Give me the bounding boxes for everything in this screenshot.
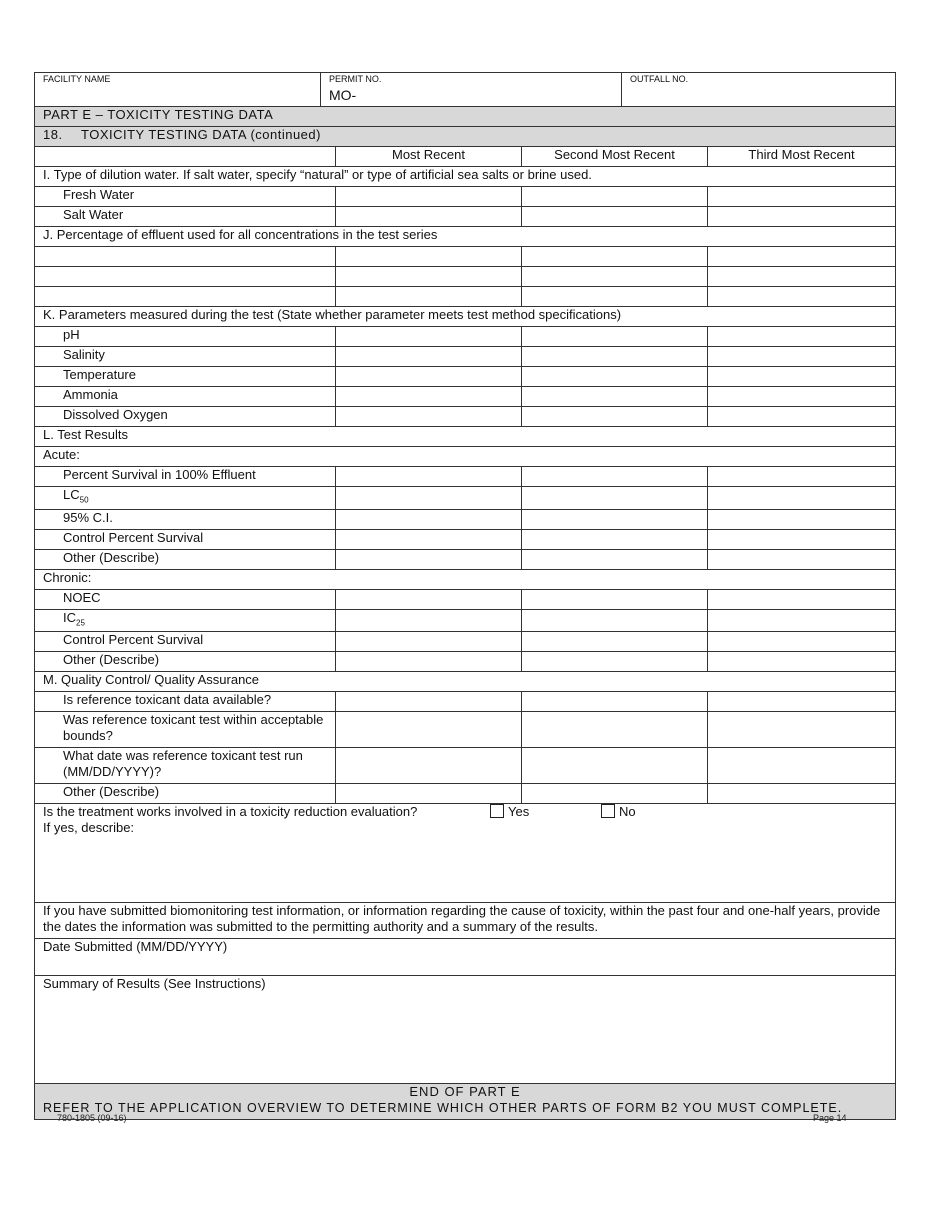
data-entry-cell[interactable] (522, 632, 708, 652)
section-k-title: K. Parameters measured during the test (State whether parameter meets test method specifications) (35, 307, 896, 327)
form-row (35, 549, 896, 569)
form-row (35, 1084, 896, 1120)
form-row (35, 207, 896, 227)
column-header: Second Most Recent (522, 147, 708, 167)
form-row (35, 367, 896, 387)
data-entry-cell[interactable] (522, 487, 708, 510)
form-row (35, 609, 896, 632)
data-entry-cell[interactable] (336, 407, 522, 427)
tre-no-option[interactable] (601, 804, 636, 819)
data-entry-cell[interactable] (522, 407, 708, 427)
row-label-text: Temperature (63, 367, 136, 382)
row-label-text: Ammonia (63, 387, 118, 402)
data-entry-cell[interactable] (336, 487, 522, 510)
chronic-result-row (35, 589, 336, 609)
qa-row (35, 748, 336, 784)
data-entry-cell[interactable] (522, 549, 708, 569)
dilution-water-row (35, 207, 336, 227)
data-entry-cell[interactable] (522, 712, 708, 748)
row-label-text: pH (63, 327, 80, 342)
data-entry-cell[interactable] (522, 692, 708, 712)
column-header-blank (35, 147, 336, 167)
tre-section (35, 804, 896, 903)
summary-of-results-field[interactable]: Summary of Results (See Instructions) (35, 976, 896, 1084)
data-entry-cell[interactable] (336, 267, 522, 287)
data-entry-cell[interactable] (336, 247, 522, 267)
acute-label: Acute: (35, 447, 896, 467)
row-label-text: Other (Describe) (63, 784, 160, 800)
tre-describe-label: If yes, describe: (43, 820, 135, 836)
end-of-part-banner (35, 1084, 896, 1120)
data-entry-cell[interactable] (522, 784, 708, 804)
data-entry-cell[interactable] (336, 712, 522, 748)
qa-row (35, 692, 336, 712)
data-entry-cell[interactable] (522, 267, 708, 287)
section-number: 18. (43, 127, 63, 142)
form-row (35, 712, 896, 748)
data-entry-cell[interactable] (522, 467, 708, 487)
data-entry-cell[interactable] (708, 387, 896, 407)
permit-no-value[interactable]: MO- (329, 87, 357, 103)
form-row (35, 147, 896, 167)
permit-no-field[interactable] (321, 73, 622, 107)
tre-no-checkbox[interactable] (601, 804, 615, 818)
form-row (35, 804, 896, 903)
row-label-text: Control Percent Survival (63, 632, 204, 648)
tre-yes-label: Yes (508, 804, 530, 820)
data-entry-cell[interactable] (522, 652, 708, 672)
section-title-text: TOXICITY TESTING DATA (continued) (81, 127, 321, 142)
facility-name-label: FACILITY NAME (43, 74, 111, 84)
form-row (35, 569, 896, 589)
section-title (35, 127, 896, 147)
row-label-text: Other (Describe) (63, 652, 160, 668)
row-label-text: IC (63, 609, 76, 625)
chronic-label: Chronic: (35, 569, 896, 589)
data-entry-cell[interactable] (708, 692, 896, 712)
data-entry-cell[interactable] (336, 367, 522, 387)
permit-no-label: PERMIT NO. (329, 74, 382, 84)
page-number: Page 14 (813, 1113, 847, 1123)
form-row (35, 529, 896, 549)
form-row (35, 632, 896, 652)
data-entry-cell[interactable] (708, 327, 896, 347)
row-label-text: LC (63, 487, 80, 502)
data-entry-cell[interactable] (336, 187, 522, 207)
form-row (35, 652, 896, 672)
data-entry-cell[interactable] (708, 712, 896, 748)
form-row (35, 467, 896, 487)
data-entry-cell[interactable] (522, 367, 708, 387)
parameter-row (35, 387, 336, 407)
data-entry-cell[interactable] (522, 247, 708, 267)
form-row (35, 327, 896, 347)
form-row (35, 784, 896, 804)
qa-row (35, 712, 336, 748)
form-row (35, 167, 896, 187)
data-entry-cell[interactable] (708, 367, 896, 387)
data-entry-cell[interactable] (336, 467, 522, 487)
data-entry-cell[interactable] (522, 589, 708, 609)
chronic-result-row (35, 652, 336, 672)
form-row (35, 187, 896, 207)
data-entry-cell[interactable] (336, 287, 522, 307)
form-row (35, 287, 896, 307)
data-entry-cell[interactable] (336, 529, 522, 549)
dilution-water-row (35, 187, 336, 207)
data-entry-cell[interactable] (336, 692, 522, 712)
data-entry-cell[interactable] (336, 327, 522, 347)
form-row (35, 407, 896, 427)
data-entry-cell[interactable] (708, 748, 896, 784)
data-entry-cell[interactable] (708, 407, 896, 427)
form-row (35, 976, 896, 1084)
data-entry-cell[interactable] (522, 748, 708, 784)
qa-row (35, 784, 336, 804)
data-entry-cell[interactable] (336, 652, 522, 672)
parameter-row (35, 327, 336, 347)
acute-result-row (35, 509, 336, 529)
form-row (35, 509, 896, 529)
tre-yes-option[interactable] (490, 804, 601, 820)
form-row (35, 347, 896, 367)
row-label-text: Other (Describe) (63, 549, 160, 565)
form-row (35, 939, 896, 976)
row-label-text: 95% C.I. (63, 509, 113, 525)
form-row (35, 387, 896, 407)
data-entry-cell[interactable] (522, 287, 708, 307)
acute-result-row (35, 487, 336, 510)
data-entry-cell[interactable] (708, 609, 896, 632)
data-entry-cell[interactable] (522, 387, 708, 407)
data-entry-cell[interactable] (336, 784, 522, 804)
data-entry-cell[interactable] (708, 529, 896, 549)
chronic-result-row (35, 632, 336, 652)
form-row (35, 903, 896, 939)
row-label-text: What date was reference toxicant test run (MM/DD/YYYY)? (63, 748, 303, 780)
data-entry-cell[interactable] (708, 347, 896, 367)
data-entry-cell[interactable] (708, 632, 896, 652)
form-row (35, 692, 896, 712)
data-entry-cell[interactable] (336, 632, 522, 652)
chronic-result-row (35, 609, 336, 632)
data-entry-cell[interactable] (336, 207, 522, 227)
effluent-concentration-cell[interactable] (35, 247, 336, 267)
form-row (35, 487, 896, 510)
effluent-concentration-cell[interactable] (35, 287, 336, 307)
effluent-concentration-cell[interactable] (35, 267, 336, 287)
data-entry-cell[interactable] (708, 589, 896, 609)
tre-question-line (43, 804, 887, 820)
parameter-row (35, 367, 336, 387)
section-j-title: J. Percentage of effluent used for all concentrations in the test series (35, 227, 896, 247)
tre-no-label: No (619, 804, 636, 820)
section-l-title: L. Test Results (35, 427, 896, 447)
data-entry-cell[interactable] (708, 247, 896, 267)
data-entry-cell[interactable] (336, 509, 522, 529)
data-entry-cell[interactable] (522, 609, 708, 632)
data-entry-cell[interactable] (708, 187, 896, 207)
form-row (35, 267, 896, 287)
row-label-text: Is reference toxicant data available? (63, 692, 272, 708)
facility-name-field[interactable] (35, 73, 321, 107)
data-entry-cell[interactable] (522, 509, 708, 529)
form-row (35, 227, 896, 247)
toxicity-data-grid (34, 106, 896, 1120)
row-label-text: Percent Survival in 100% Effluent (63, 467, 256, 482)
column-header: Third Most Recent (708, 147, 896, 167)
data-entry-cell[interactable] (522, 347, 708, 367)
form-row (35, 589, 896, 609)
data-entry-cell[interactable] (522, 207, 708, 227)
row-label-text: Dissolved Oxygen (63, 407, 168, 422)
form-row (35, 107, 896, 127)
form-row (35, 427, 896, 447)
row-label-text: Salt Water (63, 207, 124, 222)
form-row (35, 307, 896, 327)
data-entry-cell[interactable] (708, 467, 896, 487)
date-submitted-field[interactable]: Date Submitted (MM/DD/YYYY) (35, 939, 896, 976)
data-entry-cell[interactable] (708, 287, 896, 307)
column-header: Most Recent (336, 147, 522, 167)
data-entry-cell[interactable] (708, 487, 896, 510)
data-entry-cell[interactable] (708, 652, 896, 672)
data-entry-cell[interactable] (522, 529, 708, 549)
section-i-title: I. Type of dilution water. If salt water, specify “natural” or type of artificial sea salts or brine used. (35, 167, 896, 187)
tre-yes-checkbox[interactable] (490, 804, 504, 818)
end-of-part-instruction: REFER TO THE APPLICATION OVERVIEW TO DETERMINE WHICH OTHER PARTS OF FORM B2 YOU MUST COMPLETE. (43, 1101, 843, 1116)
parameter-row (35, 407, 336, 427)
end-of-part-title: END OF PART E (409, 1084, 521, 1100)
row-label-text: Fresh Water (63, 187, 135, 202)
data-entry-cell[interactable] (336, 748, 522, 784)
data-entry-cell[interactable] (336, 609, 522, 632)
acute-result-row (35, 549, 336, 569)
outfall-no-label: OUTFALL NO. (630, 74, 689, 84)
acute-result-row (35, 529, 336, 549)
form-number: 780-1805 (09-16) (57, 1113, 127, 1123)
data-entry-cell[interactable] (336, 387, 522, 407)
row-label-text: NOEC (63, 589, 101, 605)
form-row (35, 748, 896, 784)
acute-result-row (35, 467, 336, 487)
data-entry-cell[interactable] (708, 207, 896, 227)
parameter-row (35, 347, 336, 367)
part-title: PART E – TOXICITY TESTING DATA (35, 107, 896, 127)
data-entry-cell[interactable] (336, 589, 522, 609)
form-row (35, 127, 896, 147)
data-entry-cell[interactable] (336, 549, 522, 569)
row-label-subscript: 25 (76, 618, 85, 628)
row-label-text: Control Percent Survival (63, 529, 204, 545)
data-entry-cell[interactable] (522, 187, 708, 207)
form-row (35, 447, 896, 467)
toxicity-form-table (34, 72, 896, 107)
data-entry-cell[interactable] (708, 784, 896, 804)
form-row (35, 247, 896, 267)
row-label-subscript: 50 (79, 495, 89, 505)
row-label-text: Was reference toxicant test within acceptable bounds? (63, 712, 324, 744)
data-entry-cell[interactable] (708, 549, 896, 569)
form-row (35, 672, 896, 692)
data-entry-cell[interactable] (522, 327, 708, 347)
row-label-text: Salinity (63, 347, 105, 362)
section-m-title: M. Quality Control/ Quality Assurance (35, 672, 896, 692)
data-entry-cell[interactable] (708, 267, 896, 287)
tre-question: Is the treatment works involved in a toxicity reduction evaluation? (43, 804, 418, 820)
data-entry-cell[interactable] (708, 509, 896, 529)
outfall-no-field[interactable] (622, 73, 896, 107)
data-entry-cell[interactable] (336, 347, 522, 367)
biomonitoring-instructions: If you have submitted biomonitoring test information, or information regarding the cause of toxicity, within the past four and one-half years, provide the dates the information was submitted to the permitting authority and a summary of the results. (35, 903, 896, 939)
